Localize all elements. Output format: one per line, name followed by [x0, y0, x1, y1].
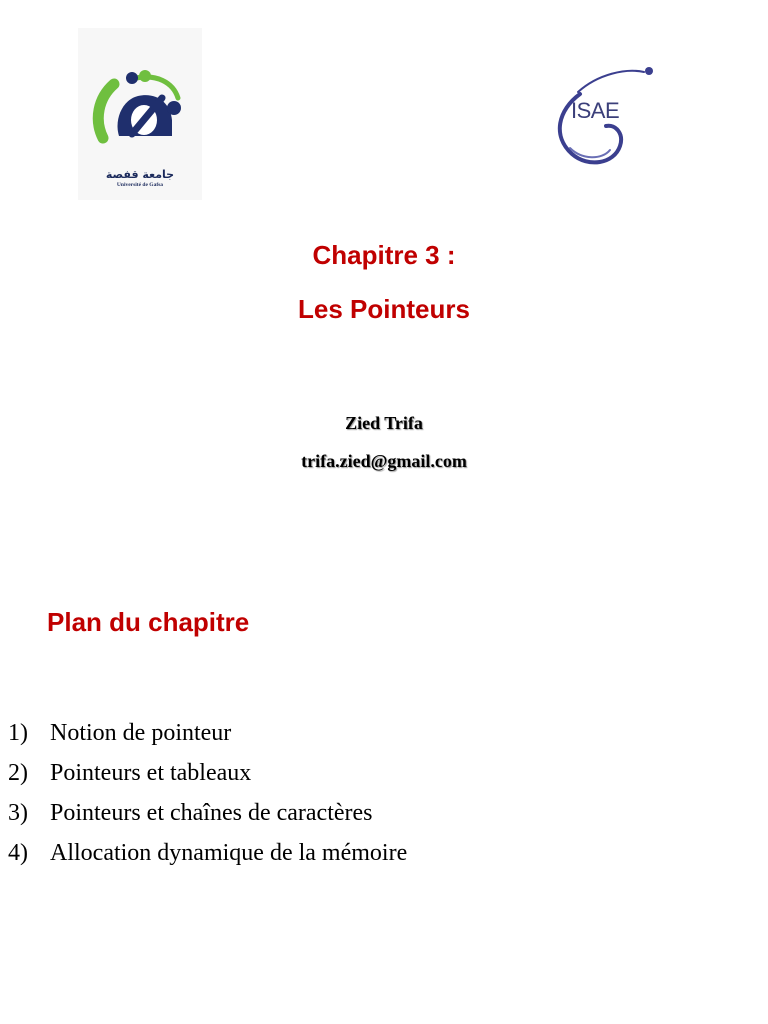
outline-item-text: Allocation dynamique de la mémoire — [50, 839, 408, 866]
isae-logo-text: ISAE — [571, 98, 620, 123]
chapter-number: Chapitre 3 : — [312, 240, 456, 270]
chapter-outline — [0, 713, 407, 873]
outline-item — [0, 793, 407, 833]
outline-item-number: 1) — [8, 719, 28, 746]
outline-item-text: Pointeurs et tableaux — [50, 759, 252, 786]
outline-item-number: 4) — [8, 839, 28, 866]
outline-item-text: Notion de pointeur — [50, 719, 232, 746]
university-french-name: Université de Gafsa — [116, 182, 164, 188]
outline-item-text: Pointeurs et chaînes de caractères — [50, 799, 373, 826]
outline-item-number: 2) — [8, 759, 28, 786]
outline-item — [0, 713, 407, 753]
university-logo — [78, 28, 202, 200]
outline-item-number: 3) — [8, 799, 28, 826]
isae-logo — [548, 60, 658, 170]
outline-item — [0, 833, 407, 873]
author-email: trifa.zied@gmail.com — [301, 451, 467, 471]
university-arabic-name: جامعة قفصة — [105, 168, 175, 181]
plan-heading: Plan du chapitre — [47, 607, 250, 637]
outline-item — [0, 753, 407, 793]
author-name: Zied Trifa — [345, 413, 423, 433]
chapter-title: Les Pointeurs — [298, 294, 470, 324]
